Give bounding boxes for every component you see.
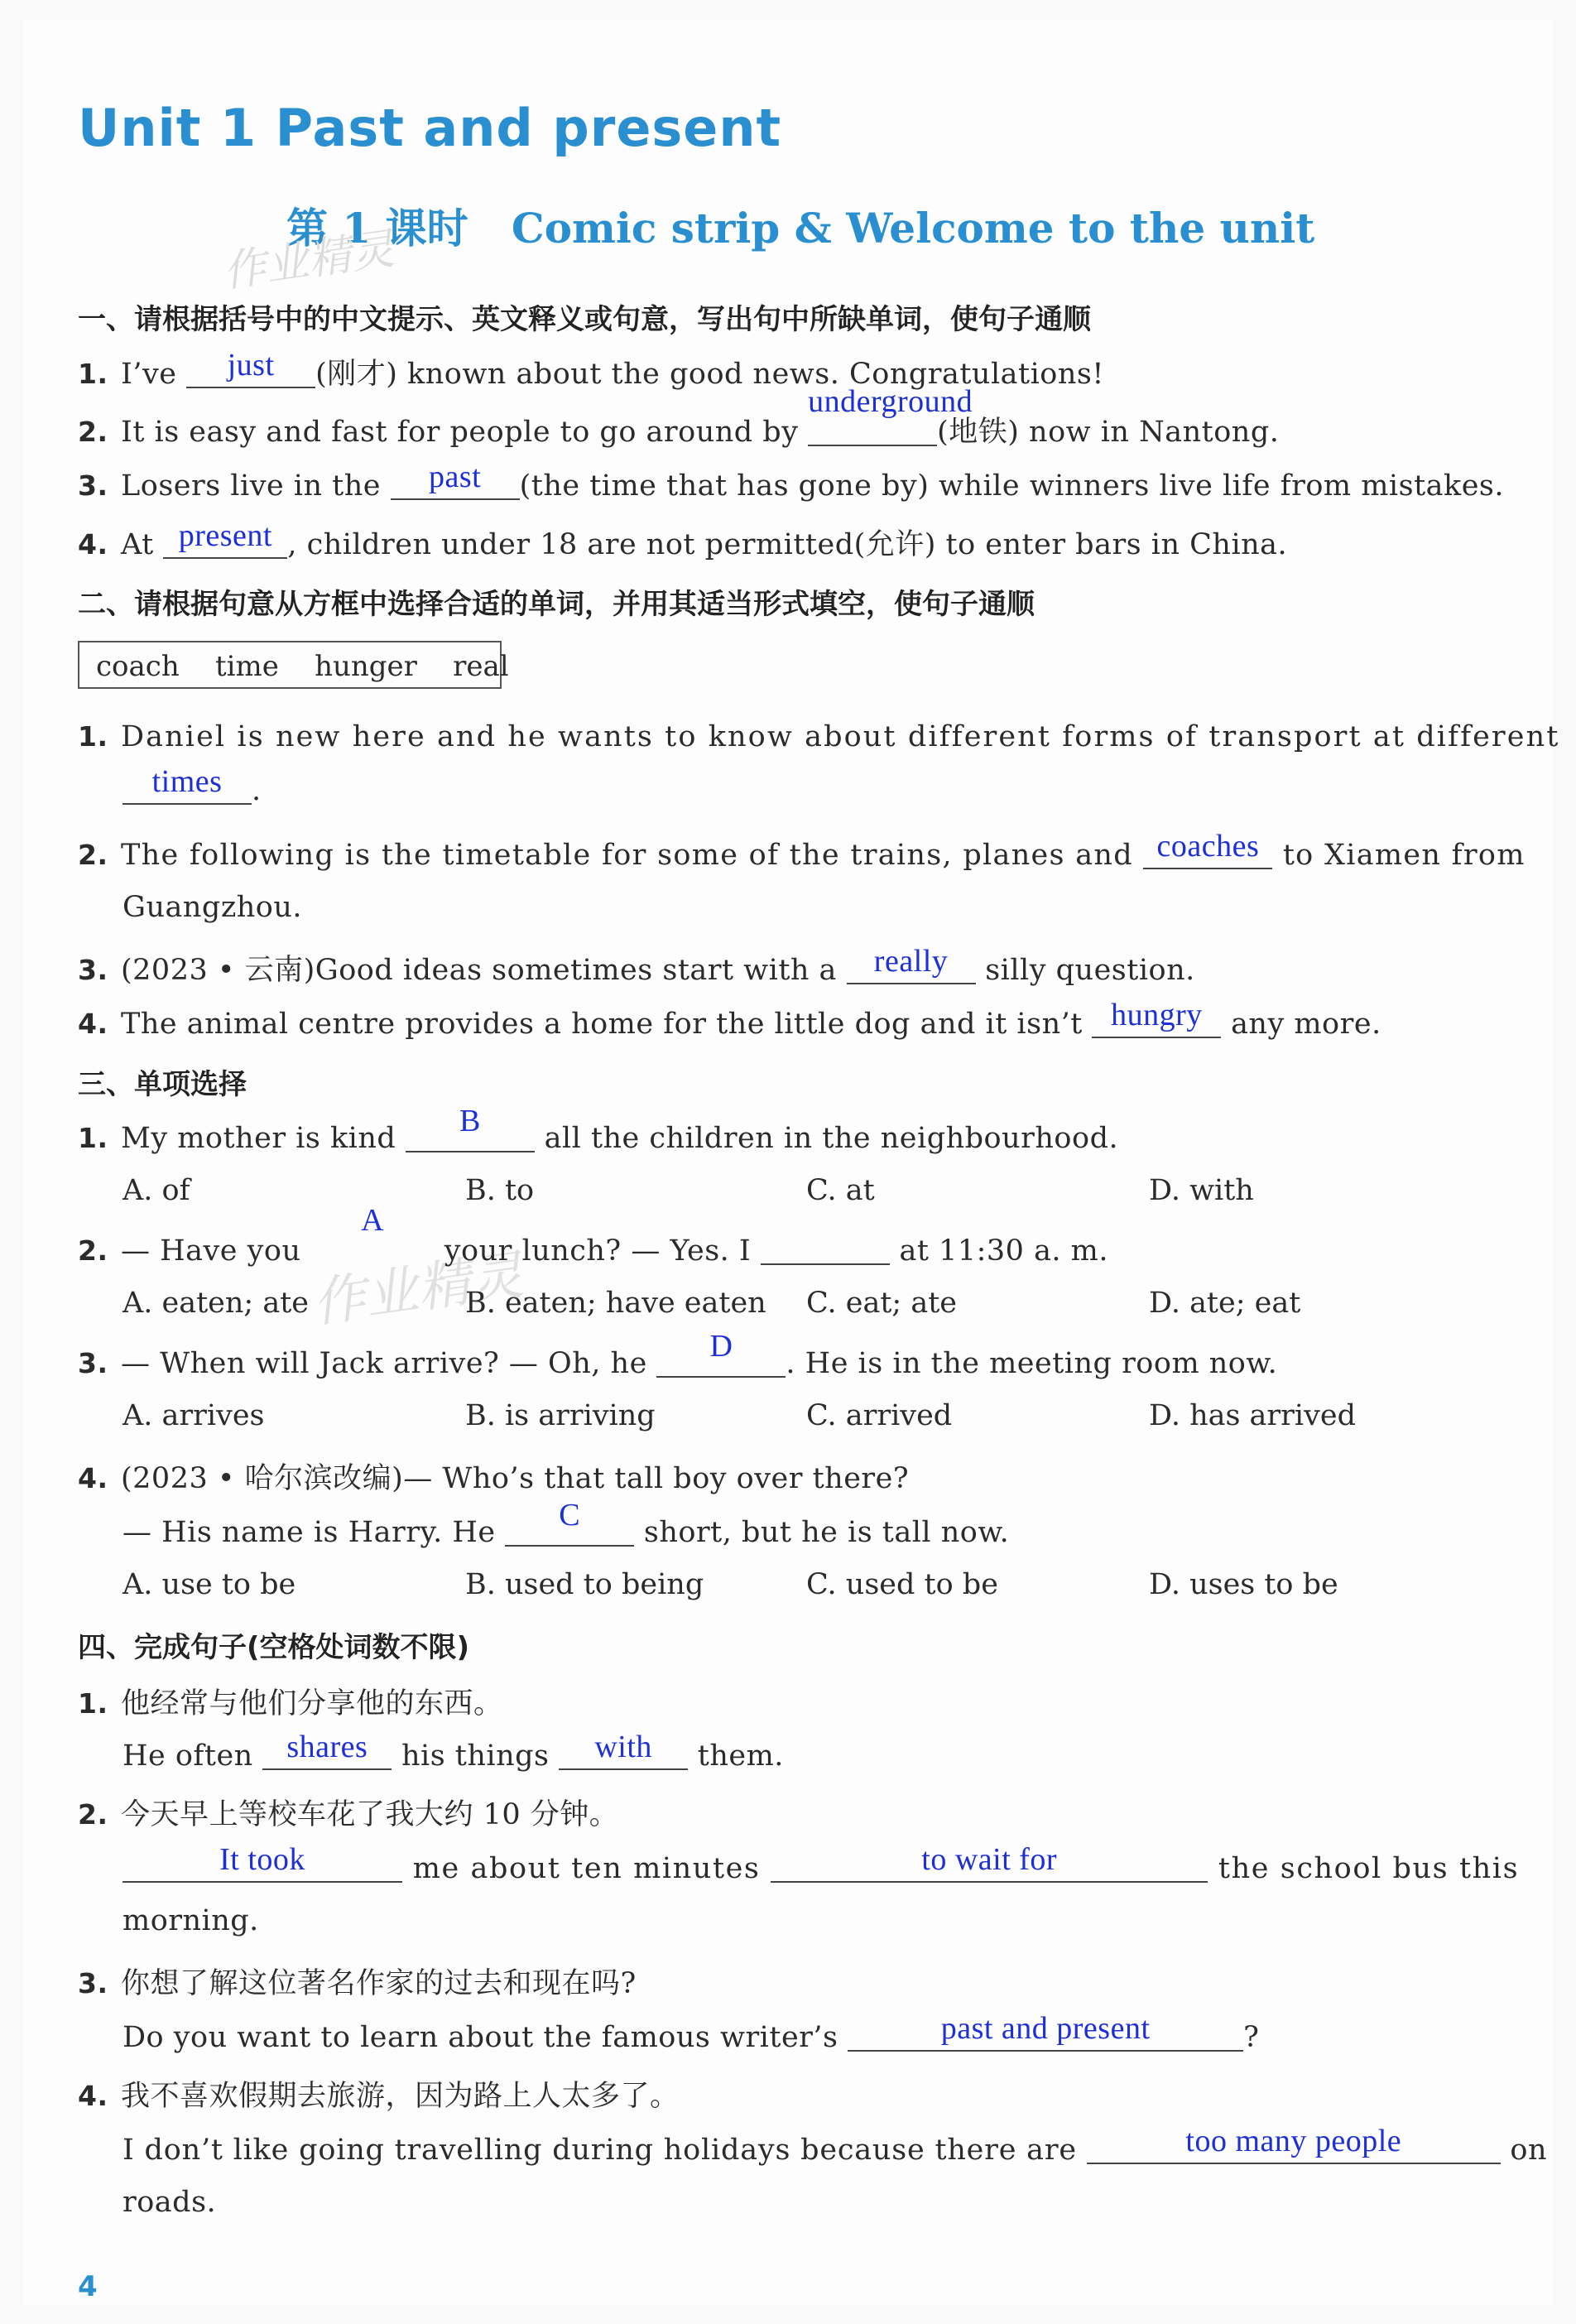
answer: past [429,460,482,494]
answer-blank[interactable] [848,2011,1243,2052]
question-2-2 [78,829,1526,872]
answer-blank[interactable] [123,1842,402,1883]
question-number: 2. [78,1234,108,1267]
answer: D [709,1329,733,1364]
answer-blank[interactable] [1092,998,1221,1038]
option-c[interactable]: C. arrived [806,1399,953,1432]
question-number: 3. [78,469,108,502]
question-text: (the time that has gone by) while winners live life from mistakes. [519,469,1505,503]
option-a[interactable]: A. of [123,1174,190,1207]
option-b[interactable]: B. is arriving [465,1399,656,1432]
question-number: 4. [78,1008,108,1040]
answer-blank[interactable] [406,1104,535,1152]
section-heading-3: 三、单项选择 [78,1068,247,1101]
question-text: on [1500,2134,1548,2167]
option-c[interactable]: C. used to be [806,1568,998,1601]
option-d[interactable]: D. with [1149,1174,1254,1207]
answer-blank[interactable] [163,518,287,559]
question-text: — Have you [121,1234,311,1268]
question-4-1-answer [123,1730,784,1773]
question-number: 3. [78,1347,108,1379]
question-3-4-cont [123,1498,1010,1549]
answer-blank[interactable] [505,1498,634,1547]
question-1-3 [78,460,1505,503]
answer: past and present [940,2011,1151,2046]
question-number: 3. [78,1967,108,1999]
question-4-2-answer [123,1842,1520,1885]
answer-blank[interactable] [847,944,976,984]
question-text: morning. [123,1904,259,1937]
question-text: to Xiamen from [1272,839,1526,872]
answer: to wait for [921,1842,1058,1877]
option-d[interactable]: D. has arrived [1149,1399,1356,1432]
question-text: silly question. [975,954,1195,987]
option-b[interactable]: B. to [465,1174,535,1207]
watermark: 作业精灵 [219,224,397,298]
chinese-sentence: 你想了解这位著名作家的过去和现在吗? [121,1967,637,2000]
option-c[interactable]: C. eat; ate [806,1287,957,1320]
answer-blank[interactable] [391,460,520,500]
question-number: 1. [78,1122,108,1154]
question-text: at 11:30 a. m. [889,1234,1108,1268]
question-3-4 [78,1456,909,1497]
question-text: Do you want to learn about the famous writer’s [123,2021,848,2054]
question-text: I don’t like going travelling during holidays because there are [123,2134,1087,2167]
option-b[interactable]: B. used to being [465,1568,704,1601]
option-a[interactable]: A. use to be [123,1568,296,1601]
question-text: It is easy and fast for people to go around by [121,416,809,449]
question-text: roads. [123,2186,217,2219]
question-text: At [121,528,164,561]
answer: just [227,348,275,383]
question-text: The animal centre provides a home for the little dog and it isn’t [121,1008,1093,1041]
section-heading-1: 一、请根据括号中的中文提示、英文释义或句意，写出句中所缺单词，使句子通顺 [78,303,1091,336]
question-text: short, but he is tall now. [634,1516,1010,1549]
answer: times [151,764,223,799]
answer-blank[interactable] [1087,2124,1501,2164]
answer: shares [286,1730,368,1764]
option-b[interactable]: B. eaten; have eaten [465,1287,766,1320]
option-d[interactable]: D. ate; eat [1149,1287,1301,1320]
question-text: all the children in the neighbourhood. [534,1122,1119,1155]
question-4-4 [78,2073,680,2115]
question-text: the school bus this [1208,1852,1520,1885]
option-d[interactable]: D. uses to be [1149,1568,1338,1601]
question-text: ? [1243,2021,1260,2054]
chinese-sentence: 我不喜欢假期去旅游，因为路上人太多了。 [121,2080,680,2113]
answer: coaches [1156,829,1260,864]
question-text: , children under 18 are not permitted(允许) to enter bars in China. [287,528,1288,561]
watermark: 作业精灵 [308,1244,527,1335]
answer-blank[interactable] [559,1730,688,1770]
question-text: (刚才) known about the good news. Congratulations! [315,358,1104,391]
question-4-3-answer [123,2011,1260,2054]
question-2-1 [78,720,1560,753]
answer-blank[interactable] [761,1230,890,1265]
question-text: Guangzhou. [123,891,303,924]
question-text: your lunch? — Yes. I [435,1234,761,1268]
chinese-sentence: 今天早上等校车花了我大约 10 分钟。 [121,1798,619,1831]
option-a[interactable]: A. eaten; ate [123,1287,309,1320]
question-text: any more. [1221,1008,1381,1041]
question-number: 1. [78,1687,108,1720]
question-4-1 [78,1681,503,1722]
question-4-2 [78,1792,618,1833]
question-text: . He is in the meeting room now. [786,1347,1278,1380]
question-1-2 [78,384,1280,450]
answer-blank[interactable] [186,348,315,388]
question-text: I’ve [121,358,187,391]
unit-title: Unit 1 Past and present [78,98,782,158]
answer-blank[interactable] [262,1730,392,1770]
question-number: 1. [78,720,108,753]
question-number: 4. [78,2080,108,2112]
option-c[interactable]: C. at [806,1174,875,1207]
question-number: 1. [78,358,108,390]
answer: hungry [1111,998,1203,1032]
question-3-1 [78,1104,1119,1155]
question-text: (2023 • 哈尔滨改编)— Who’s that tall boy over there? [121,1462,910,1495]
question-4-4-answer [123,2124,1548,2167]
answer-blank[interactable] [808,384,973,446]
question-number: 4. [78,1462,108,1494]
section-heading-4: 四、完成句子(空格处词数不限) [78,1631,470,1664]
chinese-sentence: 他经常与他们分享他的东西。 [121,1687,503,1720]
question-text: Losers live in the [121,469,391,503]
question-text: He often [123,1739,263,1773]
question-3-3 [78,1329,1278,1380]
answer-blank[interactable] [310,1203,435,1265]
answer: too many people [1185,2124,1402,2158]
answer: underground [808,384,973,419]
section-heading-2: 二、请根据句意从方框中选择合适的单词，并用其适当形式填空，使句子通顺 [78,588,1035,621]
question-1-4 [78,518,1288,563]
question-number: 2. [78,416,108,448]
question-number: 2. [78,1798,108,1831]
question-2-1-cont [123,764,262,807]
question-text: me about ten minutes [402,1852,771,1885]
question-text: (地铁) now in Nantong. [937,416,1280,449]
answer: C [559,1498,581,1532]
answer: A [361,1203,385,1238]
question-2-4 [78,998,1381,1041]
question-text: . [252,774,262,807]
page-number: 4 [78,2270,98,2303]
word-box: coach time hunger real [78,641,502,689]
option-a[interactable]: A. arrives [123,1399,265,1432]
answer-blank[interactable] [123,764,252,805]
question-text: — When will Jack arrive? — Oh, he [121,1347,657,1380]
answer: present [178,518,272,553]
answer: It took [219,1842,305,1877]
question-text: The following is the timetable for some of the trains, planes and [121,839,1144,872]
lesson-title: 第 1 课时 Comic strip & Welcome to the unit [286,204,1315,253]
question-number: 4. [78,528,108,561]
question-text: them. [688,1739,784,1773]
question-text: his things [392,1739,560,1773]
answer: B [459,1104,481,1138]
answer-blank[interactable] [771,1842,1208,1883]
question-3-2 [78,1203,1108,1268]
question-4-3 [78,1961,637,2002]
question-number: 3. [78,954,108,986]
answer-blank[interactable] [656,1329,786,1378]
question-2-3 [78,944,1195,989]
answer: with [594,1730,652,1764]
answer-blank[interactable] [1143,829,1272,869]
question-number: 2. [78,839,108,871]
question-text: Daniel is new here and he wants to know about different forms of transport at different [121,720,1560,753]
question-text: — His name is Harry. He [123,1516,506,1549]
question-text: (2023 • 云南)Good ideas sometimes start with a [121,954,847,987]
question-text: My mother is kind [121,1122,406,1155]
answer: really [873,944,949,979]
